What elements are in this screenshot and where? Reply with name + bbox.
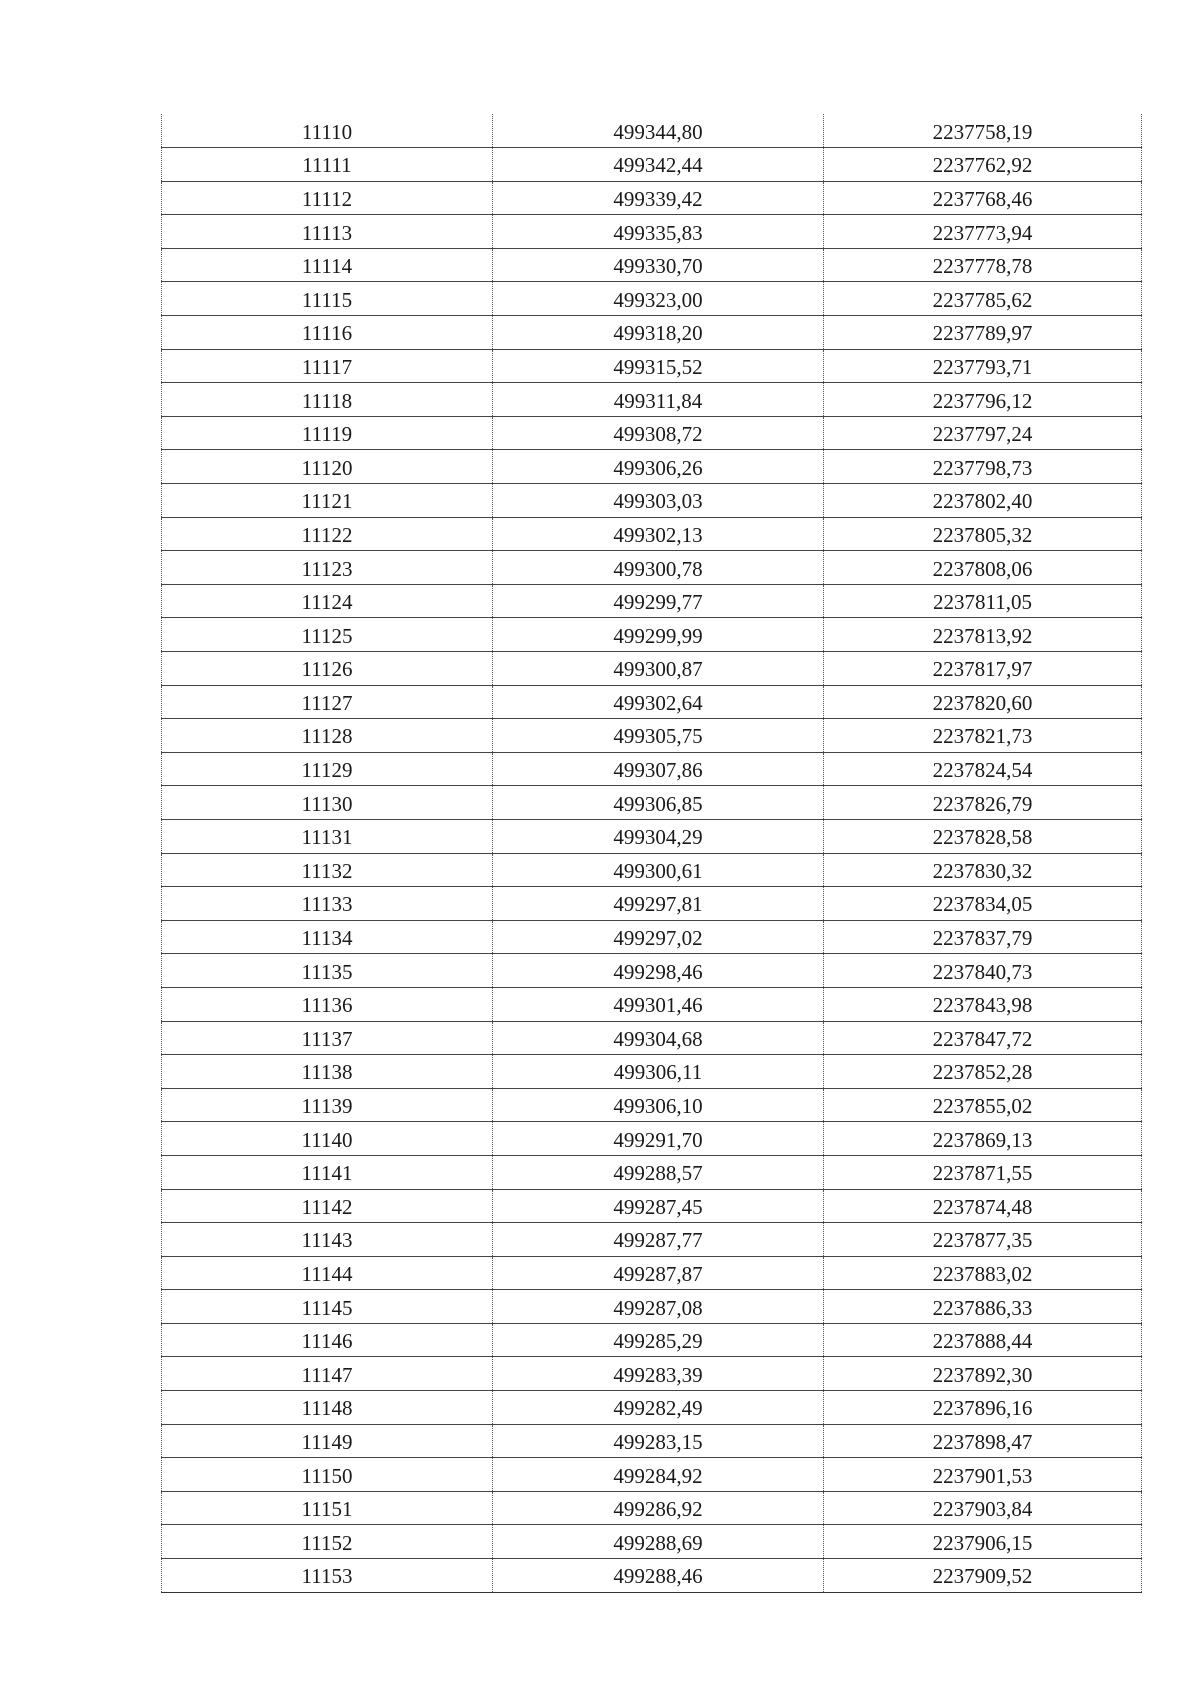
table-row — [162, 954, 1142, 988]
x-coordinate-cell: 499299,99 — [493, 618, 824, 652]
table-row — [162, 1491, 1142, 1525]
x-coordinate-cell: 499285,29 — [493, 1323, 824, 1357]
y-coordinate-cell: 2237821,73 — [824, 719, 1142, 753]
coordinates-table-body — [162, 114, 1142, 1592]
point-number-cell: 11152 — [162, 1525, 493, 1559]
point-number-cell: 11117 — [162, 349, 493, 383]
coordinates-table — [161, 114, 1142, 1593]
point-number-cell: 11134 — [162, 920, 493, 954]
x-coordinate-cell: 499282,49 — [493, 1391, 824, 1425]
y-coordinate-cell: 2237773,94 — [824, 215, 1142, 249]
table-row — [162, 853, 1142, 887]
table-row — [162, 1189, 1142, 1223]
x-coordinate-cell: 499300,61 — [493, 853, 824, 887]
x-coordinate-cell: 499311,84 — [493, 383, 824, 417]
y-coordinate-cell: 2237837,79 — [824, 920, 1142, 954]
point-number-cell: 11120 — [162, 450, 493, 484]
x-coordinate-cell: 499323,00 — [493, 282, 824, 316]
table-row — [162, 114, 1142, 148]
point-number-cell: 11140 — [162, 1122, 493, 1156]
table-row — [162, 349, 1142, 383]
point-number-cell: 11148 — [162, 1391, 493, 1425]
point-number-cell: 11118 — [162, 383, 493, 417]
x-coordinate-cell: 499307,86 — [493, 752, 824, 786]
point-number-cell: 11144 — [162, 1256, 493, 1290]
x-coordinate-cell: 499288,46 — [493, 1559, 824, 1593]
table-row — [162, 584, 1142, 618]
table-row — [162, 1290, 1142, 1324]
x-coordinate-cell: 499287,87 — [493, 1256, 824, 1290]
table-row — [162, 987, 1142, 1021]
y-coordinate-cell: 2237896,16 — [824, 1391, 1142, 1425]
table-row — [162, 316, 1142, 350]
y-coordinate-cell: 2237847,72 — [824, 1021, 1142, 1055]
point-number-cell: 11139 — [162, 1088, 493, 1122]
x-coordinate-cell: 499297,02 — [493, 920, 824, 954]
x-coordinate-cell: 499300,78 — [493, 551, 824, 585]
table-row — [162, 685, 1142, 719]
table-row — [162, 1223, 1142, 1257]
table-row — [162, 819, 1142, 853]
table-row — [162, 1458, 1142, 1492]
table-row — [162, 786, 1142, 820]
x-coordinate-cell: 499301,46 — [493, 987, 824, 1021]
table-row — [162, 1055, 1142, 1089]
point-number-cell: 11137 — [162, 1021, 493, 1055]
y-coordinate-cell: 2237834,05 — [824, 887, 1142, 921]
y-coordinate-cell: 2237883,02 — [824, 1256, 1142, 1290]
x-coordinate-cell: 499302,13 — [493, 517, 824, 551]
y-coordinate-cell: 2237852,28 — [824, 1055, 1142, 1089]
point-number-cell: 11142 — [162, 1189, 493, 1223]
point-number-cell: 11145 — [162, 1290, 493, 1324]
table-row — [162, 181, 1142, 215]
y-coordinate-cell: 2237808,06 — [824, 551, 1142, 585]
x-coordinate-cell: 499287,77 — [493, 1223, 824, 1257]
x-coordinate-cell: 499306,85 — [493, 786, 824, 820]
point-number-cell: 11128 — [162, 719, 493, 753]
point-number-cell: 11116 — [162, 316, 493, 350]
y-coordinate-cell: 2237840,73 — [824, 954, 1142, 988]
table-row — [162, 1357, 1142, 1391]
point-number-cell: 11151 — [162, 1491, 493, 1525]
x-coordinate-cell: 499286,92 — [493, 1491, 824, 1525]
table-row — [162, 282, 1142, 316]
point-number-cell: 11138 — [162, 1055, 493, 1089]
table-row — [162, 1391, 1142, 1425]
x-coordinate-cell: 499306,26 — [493, 450, 824, 484]
x-coordinate-cell: 499283,39 — [493, 1357, 824, 1391]
x-coordinate-cell: 499318,20 — [493, 316, 824, 350]
x-coordinate-cell: 499288,57 — [493, 1155, 824, 1189]
x-coordinate-cell: 499305,75 — [493, 719, 824, 753]
table-row — [162, 652, 1142, 686]
point-number-cell: 11110 — [162, 114, 493, 148]
y-coordinate-cell: 2237843,98 — [824, 987, 1142, 1021]
y-coordinate-cell: 2237789,97 — [824, 316, 1142, 350]
table-row — [162, 383, 1142, 417]
y-coordinate-cell: 2237758,19 — [824, 114, 1142, 148]
table-row — [162, 1088, 1142, 1122]
point-number-cell: 11129 — [162, 752, 493, 786]
x-coordinate-cell: 499344,80 — [493, 114, 824, 148]
y-coordinate-cell: 2237796,12 — [824, 383, 1142, 417]
x-coordinate-cell: 499284,92 — [493, 1458, 824, 1492]
point-number-cell: 11119 — [162, 416, 493, 450]
x-coordinate-cell: 499335,83 — [493, 215, 824, 249]
point-number-cell: 11143 — [162, 1223, 493, 1257]
y-coordinate-cell: 2237768,46 — [824, 181, 1142, 215]
y-coordinate-cell: 2237877,35 — [824, 1223, 1142, 1257]
x-coordinate-cell: 499287,45 — [493, 1189, 824, 1223]
point-number-cell: 11147 — [162, 1357, 493, 1391]
y-coordinate-cell: 2237802,40 — [824, 484, 1142, 518]
x-coordinate-cell: 499306,11 — [493, 1055, 824, 1089]
y-coordinate-cell: 2237813,92 — [824, 618, 1142, 652]
y-coordinate-cell: 2237886,33 — [824, 1290, 1142, 1324]
y-coordinate-cell: 2237869,13 — [824, 1122, 1142, 1156]
point-number-cell: 11132 — [162, 853, 493, 887]
x-coordinate-cell: 499303,03 — [493, 484, 824, 518]
x-coordinate-cell: 499304,68 — [493, 1021, 824, 1055]
point-number-cell: 11146 — [162, 1323, 493, 1357]
y-coordinate-cell: 2237793,71 — [824, 349, 1142, 383]
y-coordinate-cell: 2237903,84 — [824, 1491, 1142, 1525]
table-row — [162, 551, 1142, 585]
x-coordinate-cell: 499287,08 — [493, 1290, 824, 1324]
point-number-cell: 11149 — [162, 1424, 493, 1458]
point-number-cell: 11131 — [162, 819, 493, 853]
table-row — [162, 1256, 1142, 1290]
point-number-cell: 11133 — [162, 887, 493, 921]
y-coordinate-cell: 2237855,02 — [824, 1088, 1142, 1122]
y-coordinate-cell: 2237805,32 — [824, 517, 1142, 551]
table-row — [162, 416, 1142, 450]
table-row — [162, 719, 1142, 753]
table-row — [162, 1155, 1142, 1189]
point-number-cell: 11141 — [162, 1155, 493, 1189]
point-number-cell: 11115 — [162, 282, 493, 316]
y-coordinate-cell: 2237906,15 — [824, 1525, 1142, 1559]
y-coordinate-cell: 2237817,97 — [824, 652, 1142, 686]
x-coordinate-cell: 499297,81 — [493, 887, 824, 921]
point-number-cell: 11130 — [162, 786, 493, 820]
x-coordinate-cell: 499288,69 — [493, 1525, 824, 1559]
y-coordinate-cell: 2237901,53 — [824, 1458, 1142, 1492]
y-coordinate-cell: 2237811,05 — [824, 584, 1142, 618]
x-coordinate-cell: 499291,70 — [493, 1122, 824, 1156]
y-coordinate-cell: 2237874,48 — [824, 1189, 1142, 1223]
table-row — [162, 517, 1142, 551]
x-coordinate-cell: 499299,77 — [493, 584, 824, 618]
y-coordinate-cell: 2237785,62 — [824, 282, 1142, 316]
table-row — [162, 752, 1142, 786]
point-number-cell: 11122 — [162, 517, 493, 551]
table-row — [162, 887, 1142, 921]
y-coordinate-cell: 2237871,55 — [824, 1155, 1142, 1189]
table-row — [162, 248, 1142, 282]
table-row — [162, 1559, 1142, 1593]
x-coordinate-cell: 499300,87 — [493, 652, 824, 686]
x-coordinate-cell: 499306,10 — [493, 1088, 824, 1122]
point-number-cell: 11114 — [162, 248, 493, 282]
y-coordinate-cell: 2237909,52 — [824, 1559, 1142, 1593]
x-coordinate-cell: 499315,52 — [493, 349, 824, 383]
point-number-cell: 11127 — [162, 685, 493, 719]
table-row — [162, 1122, 1142, 1156]
point-number-cell: 11125 — [162, 618, 493, 652]
table-row — [162, 1021, 1142, 1055]
table-row — [162, 148, 1142, 182]
point-number-cell: 11153 — [162, 1559, 493, 1593]
point-number-cell: 11136 — [162, 987, 493, 1021]
x-coordinate-cell: 499308,72 — [493, 416, 824, 450]
y-coordinate-cell: 2237798,73 — [824, 450, 1142, 484]
x-coordinate-cell: 499339,42 — [493, 181, 824, 215]
point-number-cell: 11135 — [162, 954, 493, 988]
point-number-cell: 11124 — [162, 584, 493, 618]
point-number-cell: 11121 — [162, 484, 493, 518]
point-number-cell: 11150 — [162, 1458, 493, 1492]
point-number-cell: 11112 — [162, 181, 493, 215]
y-coordinate-cell: 2237778,78 — [824, 248, 1142, 282]
x-coordinate-cell: 499298,46 — [493, 954, 824, 988]
y-coordinate-cell: 2237824,54 — [824, 752, 1142, 786]
table-row — [162, 1323, 1142, 1357]
y-coordinate-cell: 2237898,47 — [824, 1424, 1142, 1458]
y-coordinate-cell: 2237888,44 — [824, 1323, 1142, 1357]
table-row — [162, 618, 1142, 652]
table-row — [162, 484, 1142, 518]
x-coordinate-cell: 499342,44 — [493, 148, 824, 182]
y-coordinate-cell: 2237762,92 — [824, 148, 1142, 182]
y-coordinate-cell: 2237828,58 — [824, 819, 1142, 853]
table-row — [162, 1424, 1142, 1458]
table-row — [162, 215, 1142, 249]
point-number-cell: 11113 — [162, 215, 493, 249]
point-number-cell: 11111 — [162, 148, 493, 182]
x-coordinate-cell: 499304,29 — [493, 819, 824, 853]
point-number-cell: 11123 — [162, 551, 493, 585]
x-coordinate-cell: 499302,64 — [493, 685, 824, 719]
y-coordinate-cell: 2237830,32 — [824, 853, 1142, 887]
x-coordinate-cell: 499330,70 — [493, 248, 824, 282]
y-coordinate-cell: 2237826,79 — [824, 786, 1142, 820]
table-row — [162, 450, 1142, 484]
table-row — [162, 1525, 1142, 1559]
point-number-cell: 11126 — [162, 652, 493, 686]
y-coordinate-cell: 2237820,60 — [824, 685, 1142, 719]
y-coordinate-cell: 2237892,30 — [824, 1357, 1142, 1391]
table-row — [162, 920, 1142, 954]
x-coordinate-cell: 499283,15 — [493, 1424, 824, 1458]
y-coordinate-cell: 2237797,24 — [824, 416, 1142, 450]
